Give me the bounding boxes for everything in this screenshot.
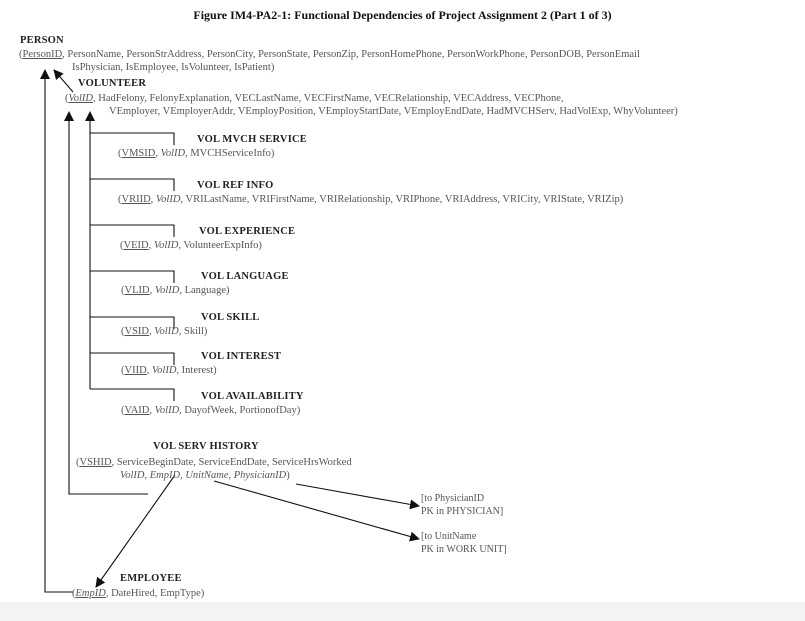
person-attrs-line1: , PersonName, PersonStrAddress, PersonCity, PersonState, PersonZip, PersonHomePhone, PersonWorkPhone, PersonDOB, PersonEmail <box>62 49 640 60</box>
figure-title: Figure IM4-PA2-1: Functional Dependencies of Project Assignment 2 (Part 1 of 3) <box>193 8 612 22</box>
vol-language-pk: VLID <box>124 285 150 296</box>
vol-interest-entity-name: VOL INTEREST <box>201 351 282 362</box>
vol-ref-info-fk: VolID <box>155 194 181 205</box>
vol-skill-attributes: (VSID, VolID, Skill) <box>121 326 208 337</box>
vol-experience-attributes: (VEID, VolID, VolunteerExpInfo) <box>120 240 262 251</box>
availability-branch <box>90 389 174 401</box>
mvch-branch <box>90 133 174 145</box>
volunteer-attrs-line2: VEmployer, VEmployerAddr, VEmployPosition, VEmployStartDate, VEmployEndDate, HadMVCHServ, HadVolExp, WhyVolunteer) <box>109 106 678 117</box>
vol-interest-fk: VolID <box>151 365 177 376</box>
vol-availability-rest: , DayofWeek, PortionofDay) <box>179 405 301 416</box>
physician-fk-note: [to PhysicianID PK in PHYSICIAN] <box>421 493 504 517</box>
volunteer-attributes: (VolID, HadFelony, FelonyExplanation, VECLastName, VECFirstName, VECRelationship, VECAddress, VECPhone, <box>65 93 564 104</box>
person-attrs-line2: IsPhysician, IsEmployee, IsVolunteer, IsPatient) <box>72 62 275 73</box>
vol-serv-history-fk-line <box>120 469 290 482</box>
employee-attributes: (EmpID, DateHired, EmpType) <box>72 588 205 599</box>
vol-mvch-service-rest: , MVCHServiceInfo) <box>185 148 275 159</box>
vol-skill-fk: VolID <box>154 326 179 337</box>
physician-fk-arrow <box>296 484 419 506</box>
page-bottom-band <box>0 602 805 621</box>
person-pk: PersonID <box>22 49 63 60</box>
vol-serv-history-close: ) <box>286 470 290 481</box>
vol-serv-history-fks: VolID, EmpID, UnitName, PhysicianID <box>120 470 287 481</box>
refinfo-branch <box>90 179 174 191</box>
vol-language-entity-name: VOL LANGUAGE <box>201 271 289 282</box>
vol-skill-rest: , Skill) <box>178 326 208 337</box>
vol-mvch-service-fk: VolID <box>160 148 186 159</box>
servhistory-to-volunteer-arrow <box>69 112 148 494</box>
vol-availability-fk: VolID <box>154 405 180 416</box>
vol-experience-rest: , VolunteerExpInfo) <box>178 240 262 251</box>
volunteer-attrs-line1: , HadFelony, FelonyExplanation, VECLastName, VECFirstName, VECRelationship, VECAddress, VECPhone, <box>93 93 564 104</box>
vol-serv-history-attributes: (VSHID, ServiceBeginDate, ServiceEndDate, ServiceHrsWorked <box>76 457 352 468</box>
vol-interest-rest: , Interest) <box>176 365 217 376</box>
vol-skill-pk: VSID <box>124 326 150 337</box>
vol-availability-attributes: (VAID, VolID, DayofWeek, PortionofDay) <box>121 405 301 416</box>
volunteer-pk: VolID <box>68 93 93 104</box>
vol-serv-history-pk: VSHID <box>79 457 112 468</box>
vol-ref-info-entity-name: VOL REF INFO <box>197 180 274 191</box>
vol-availability-entity-name: VOL AVAILABILITY <box>201 391 304 402</box>
vol-language-fk: VolID <box>154 285 180 296</box>
employee-pk: EmpID <box>75 588 106 599</box>
vol-language-attributes: (VLID, VolID, Language) <box>121 285 230 296</box>
servhistory-to-employee-arrow <box>96 475 175 587</box>
vol-experience-pk: VEID <box>123 240 149 251</box>
employee-rest: , DateHired, EmpType) <box>105 588 205 599</box>
vol-ref-info-pk: VRIID <box>121 194 151 205</box>
vol-skill-entity-name: VOL SKILL <box>201 312 260 323</box>
volunteer-entity-name: VOLUNTEER <box>78 78 147 89</box>
person-entity-name: PERSON <box>20 35 64 46</box>
vol-mvch-service-pk: VMSID <box>121 148 156 159</box>
employee-entity-name: EMPLOYEE <box>120 573 182 584</box>
unit-fk-note: [to UnitName PK in WORK UNIT] <box>421 531 507 555</box>
volunteer-to-person-arrow <box>54 70 73 92</box>
vol-ref-info-rest: , VRILastName, VRIFirstName, VRIRelationship, VRIPhone, VRIAddress, VRICity, VRIState, VRIZip) <box>180 194 624 205</box>
vol-experience-entity-name: VOL EXPERIENCE <box>199 226 296 237</box>
experience-branch <box>90 225 174 237</box>
vol-serv-history-attrs-line1: , ServiceBeginDate, ServiceEndDate, ServiceHrsWorked <box>111 457 352 468</box>
vol-serv-history-entity-name: VOL SERV HISTORY <box>153 441 259 452</box>
vol-mvch-service-attributes: (VMSID, VolID, MVCHServiceInfo) <box>118 148 275 159</box>
vol-mvch-service-entity-name: VOL MVCH SERVICE <box>197 134 307 145</box>
unit-fk-arrow <box>214 481 419 539</box>
person-attributes: (PersonID, PersonName, PersonStrAddress, PersonCity, PersonState, PersonZip, PersonHomePhone, PersonWorkPhone, PersonDOB, PersonEmail <box>19 49 640 60</box>
language-branch <box>90 271 174 283</box>
vol-ref-info-attributes: (VRIID, VolID, VRILastName, VRIFirstName, VRIRelationship, VRIPhone, VRIAddress, VRICity, VRIState, VRIZip) <box>118 194 624 205</box>
vol-experience-fk: VolID <box>153 240 179 251</box>
vol-interest-pk: VIID <box>124 365 147 376</box>
vol-interest-attributes: (VIID, VolID, Interest) <box>121 365 217 376</box>
vol-availability-pk: VAID <box>124 405 150 416</box>
vol-language-rest: , Language) <box>179 285 230 296</box>
